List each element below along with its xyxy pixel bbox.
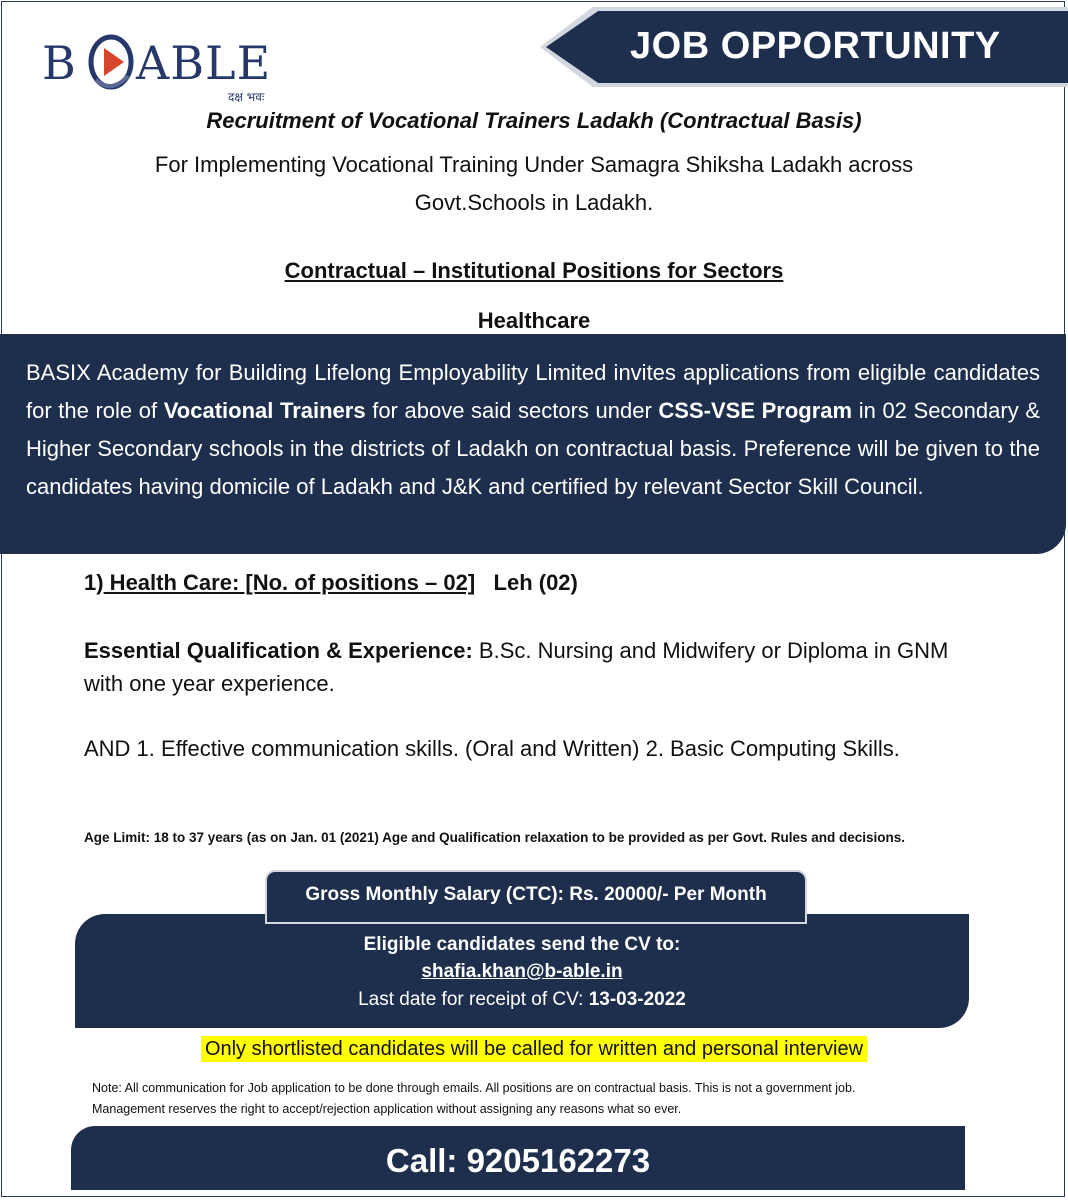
logo-able: ABLE [136,36,272,90]
call-banner[interactable]: Call: 9205162273 [71,1126,965,1190]
qualification-text: B.Sc. Nursing and Midwifery or Diploma in GNM with one year experience. [84,638,949,696]
shortlist-text: Only shortlisted candidates will be called for written and personal interview [201,1036,867,1062]
footnote-line-1: Note: All communication for Job application to be done through emails. All positions are on contractual basis. This is not a government job. [92,1081,856,1095]
recruitment-title: Recruitment of Vocational Trainers Ladakh (Contractual Basis) [206,108,862,133]
position-number: 1) [84,570,104,595]
position-location: Leh (02) [493,570,578,595]
footnote-line-2: Management reserves the right to accept/rejection application without assigning any reasons what so ever. [92,1102,682,1116]
position-title: Health Care: [No. of positions – 02] [103,570,476,595]
age-limit: Age Limit: 18 to 37 years (as on Jan. 01 (2021) Age and Qualification relaxation to be provided as per Govt. Rules and decisions. [84,830,905,845]
skills-requirement: AND 1. Effective communication skills. (Oral and Written) 2. Basic Computing Skills. [84,736,900,761]
last-date-value: 13-03-2022 [588,989,686,1010]
play-ring-icon [86,32,136,92]
intro-program: CSS-VSE Program [658,398,853,423]
intro-text-1: BASIX Academy for Building Lifelong Employability Limited invites applications from eligible candidates for the role of [26,360,1040,423]
b-able-logo [40,22,290,102]
footnote [92,1078,992,1120]
qualification-label: Essential Qualification & Experience: [84,638,473,663]
positions-heading: Contractual – Institutional Positions for Sectors [284,258,784,283]
apply-email-link[interactable]: shafia.khan@b-able.in [421,961,623,982]
subtitle-line-2: Govt.Schools in Ladakh. [414,190,654,215]
last-date [75,986,969,1014]
intro-text-3: in 02 Secondary & Higher Secondary schools in the districts of Ladakh on contractual basis. Preference will be given to the candidates having domicile of Ladakh and J&K and certified by relevant Sector Skill Council. [26,398,1040,499]
sector-heading: Healthcare [477,308,591,333]
logo-tagline: दक्ष भवः [228,90,265,104]
banner-title: JOB OPPORTUNITY [630,25,1001,67]
intro-role: Vocational Trainers [163,398,366,423]
logo-b: B [42,36,77,90]
subtitle-line-1: For Implementing Vocational Training Under Samagra Shiksha Ladakh across [154,152,914,177]
subtitle [0,146,1068,222]
position-line [84,570,578,596]
last-date-label: Last date for receipt of CV: [358,989,589,1010]
job-opportunity-banner [540,7,1068,87]
shortlist-notice [0,1038,1068,1061]
intro-paragraph [0,334,1066,554]
salary-box: Gross Monthly Salary (CTC): Rs. 20000/- Per Month [265,870,807,924]
qualification [84,634,964,700]
apply-box [75,914,969,1028]
intro-text-2: for above said sectors under [365,398,659,423]
apply-heading: Eligible candidates send the CV to: [363,934,681,955]
